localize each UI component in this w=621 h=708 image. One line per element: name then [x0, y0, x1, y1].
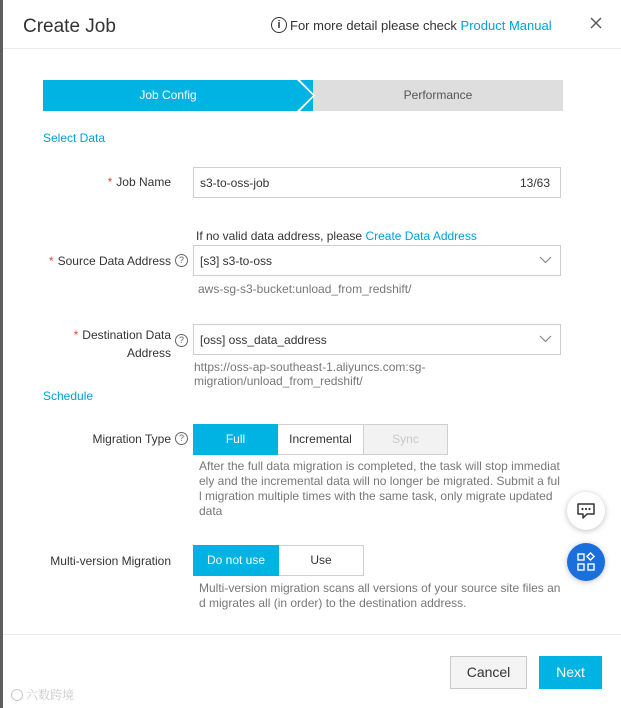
watermark-text: 六数跨境 — [26, 688, 75, 702]
help-icon[interactable]: ? — [175, 334, 188, 347]
step-arrow — [297, 80, 317, 111]
migration-type-label: Migration Type — [92, 432, 171, 446]
source-address-label — [13, 254, 171, 268]
section-select-data: Select Data — [43, 131, 106, 145]
chevron-down-icon — [539, 256, 552, 264]
job-name-label — [43, 175, 171, 189]
close-icon[interactable] — [589, 16, 603, 30]
cancel-button[interactable]: Cancel — [450, 656, 527, 689]
apps-icon — [576, 552, 596, 572]
destination-address-value: [oss] oss_data_address — [200, 332, 327, 347]
migration-type-incremental[interactable]: Incremental — [278, 424, 364, 455]
migration-type-selector — [193, 424, 448, 455]
dialog-title: Create Job — [23, 16, 116, 37]
destination-address-label — [13, 326, 171, 362]
destination-label-line1: Destination Data — [82, 328, 171, 342]
help-line: ely and the incremental data will no longer be migrated. Submit a ful — [199, 474, 560, 488]
help-line: d migrates all (in order) to the destination address. — [199, 596, 467, 610]
migration-type-help — [199, 459, 564, 519]
help-line: After the full data migration is completed, the task will stop immediat — [199, 459, 560, 473]
data-address-hint-text: If no valid data address, please — [196, 229, 366, 243]
multi-version-help — [199, 581, 564, 611]
multi-version-use[interactable]: Use — [279, 545, 364, 576]
next-button[interactable]: Next — [539, 656, 602, 689]
help-hint — [271, 17, 552, 33]
destination-label-line2: Address — [126, 346, 171, 360]
chevron-down-icon — [539, 335, 552, 343]
step-progress — [43, 80, 563, 111]
help-line: l migration multiple times with the same task, only migrate updated — [199, 489, 553, 503]
apps-button[interactable] — [567, 543, 605, 581]
step-job-config[interactable]: Job Config — [139, 88, 197, 102]
chat-icon — [576, 502, 596, 520]
required-mark: * — [73, 328, 79, 342]
step-performance[interactable]: Performance — [403, 88, 473, 102]
job-name-label-text: Job Name — [116, 175, 171, 189]
create-job-dialog — [3, 0, 621, 708]
section-schedule: Schedule — [43, 389, 94, 403]
migration-type-full[interactable]: Full — [193, 424, 278, 455]
help-line: data — [199, 504, 223, 518]
multi-version-selector — [193, 545, 364, 576]
multi-version-label: Multi-version Migration — [50, 554, 171, 568]
footer-divider — [3, 634, 621, 635]
destination-address-note — [194, 360, 425, 388]
required-mark: * — [107, 175, 113, 189]
destination-note-line2: migration/unload_from_redshift/ — [194, 374, 363, 388]
watermark-logo-icon — [11, 689, 23, 701]
product-manual-link[interactable]: Product Manual — [460, 17, 552, 33]
destination-note-line1: https://oss-ap-southeast-1.aliyuncs.com:sg- — [194, 360, 426, 374]
chat-button[interactable] — [567, 492, 605, 530]
destination-address-select[interactable] — [193, 324, 561, 355]
multi-version-do-not-use[interactable]: Do not use — [193, 545, 279, 576]
migration-type-sync[interactable]: Sync — [364, 424, 448, 455]
watermark — [11, 686, 74, 703]
job-name-value: s3-to-oss-job — [200, 175, 270, 190]
create-data-address-link[interactable]: Create Data Address — [365, 229, 477, 243]
help-line: Multi-version migration scans all versions of your source site files an — [199, 581, 561, 595]
help-icon[interactable]: ? — [175, 254, 188, 267]
data-address-hint — [196, 229, 477, 243]
help-icon[interactable]: ? — [175, 432, 188, 445]
job-name-input[interactable] — [193, 167, 561, 198]
source-address-select[interactable] — [193, 245, 561, 276]
help-hint-text: For more detail please check — [290, 17, 457, 33]
source-address-label-text: Source Data Address — [57, 254, 171, 268]
source-address-value: [s3] s3-to-oss — [200, 253, 273, 268]
header-divider — [3, 48, 621, 49]
required-mark: * — [48, 254, 54, 268]
info-icon: i — [271, 17, 287, 33]
job-name-counter: 13/63 — [519, 175, 550, 190]
source-address-note: aws-sg-s3-bucket:unload_from_redshift/ — [198, 282, 412, 296]
